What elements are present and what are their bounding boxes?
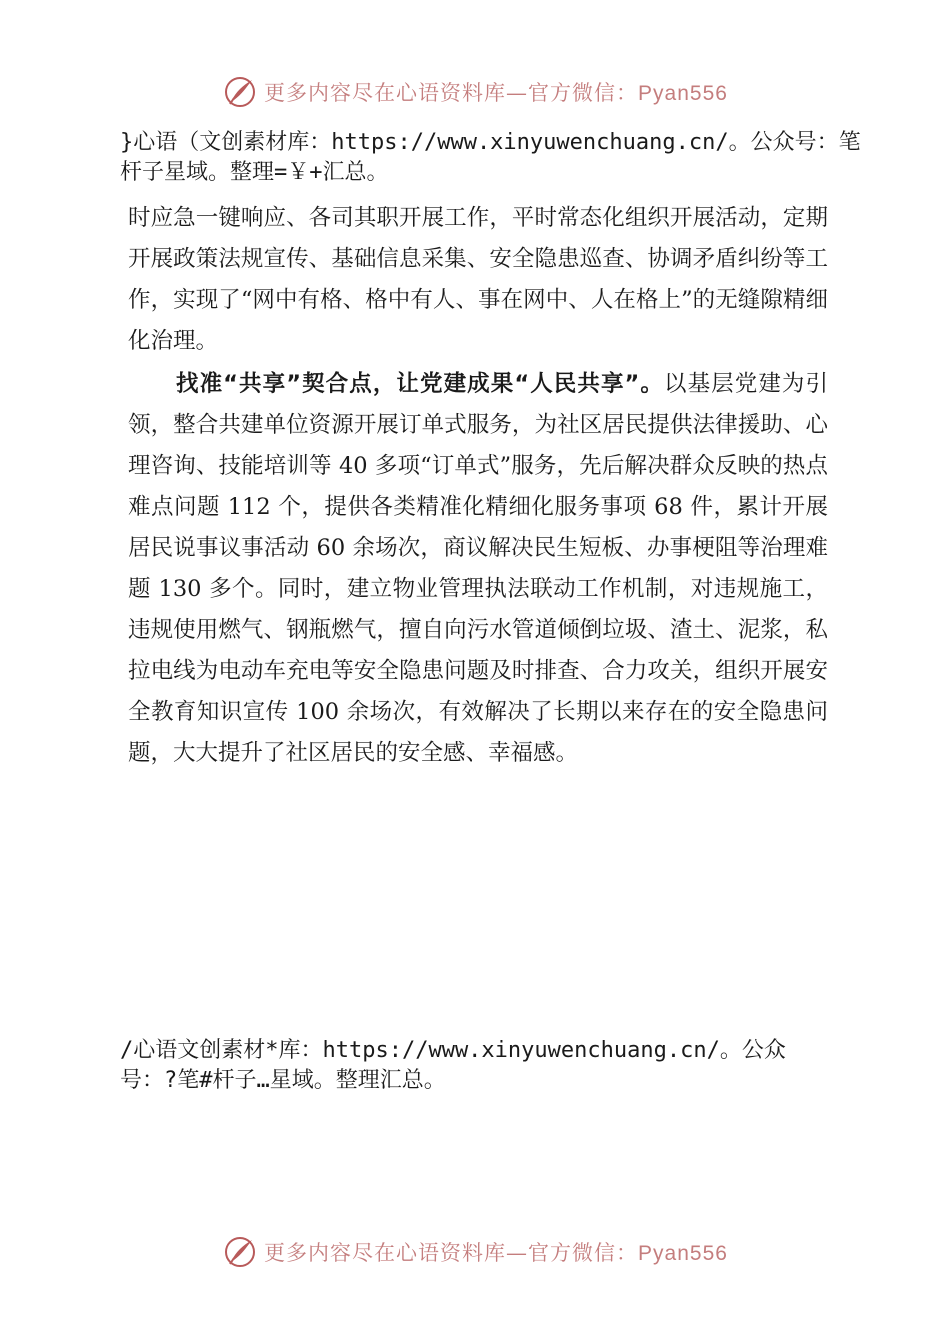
top-watermark-banner [0,70,950,114]
footer-source-note: /心语文创素材*库：https://www.xinyuwenchuang.cn/。公众号：?笔#杆子…星域。整理汇总。 [120,1038,786,1093]
header-source-note: }心语（文创素材库：https://www.xinyuwenchuang.cn/。公众号：笔杆子星域。整理=￥+汇总。 [120,130,861,185]
paragraph-body-text: 以基层党建为引领，整合共建单位资源开展订单式服务，为社区居民提供法律援助、心理咨询、技能培训等 40 多项“订单式”服务，先后解决群众反映的热点难点问题 112 个，提供各类精准化精细化服务事项 68 件，累计开展居民说事议事活动 60 余场次，商议解决民生短板、办事梗阻等治理难题 130 多个。同时，建立物业管理执法联动工作机制，对违规施工，违规使用燃气、钢瓶燃气，擅自向污水管道倾倒垃圾、渣土、泥浆，私拉电线为电动车充电等安全隐患问题及时排查、合力攻关，组织开展安全教育知识宣传 100 余场次，有效解决了长期以来存在的安全隐患问题，大大提升了社区居民的安全感、幸福感。 [128,371,828,766]
quill-logo-icon [222,74,258,110]
body-paragraph-1: 时应急一键响应、各司其职开展工作，平时常态化组织开展活动，定期开展政策法规宣传、基础信息采集、安全隐患巡查、协调矛盾纠纷等工作，实现了“网中有格、格中有人、事在网中、人在格上”的无缝隙精细化治理。 [128,205,828,354]
bottom-watermark-banner [0,1230,950,1274]
banner-text: 更多内容尽在心语资料库—官方微信：Pyan556 [264,81,728,105]
body-paragraph-2 [128,364,828,774]
banner-text: 更多内容尽在心语资料库—官方微信：Pyan556 [264,1241,728,1265]
quill-logo-icon [222,1234,258,1270]
paragraph-lead-heading: 找准“共享”契合点，让党建成果“人民共享”。 [176,371,664,397]
